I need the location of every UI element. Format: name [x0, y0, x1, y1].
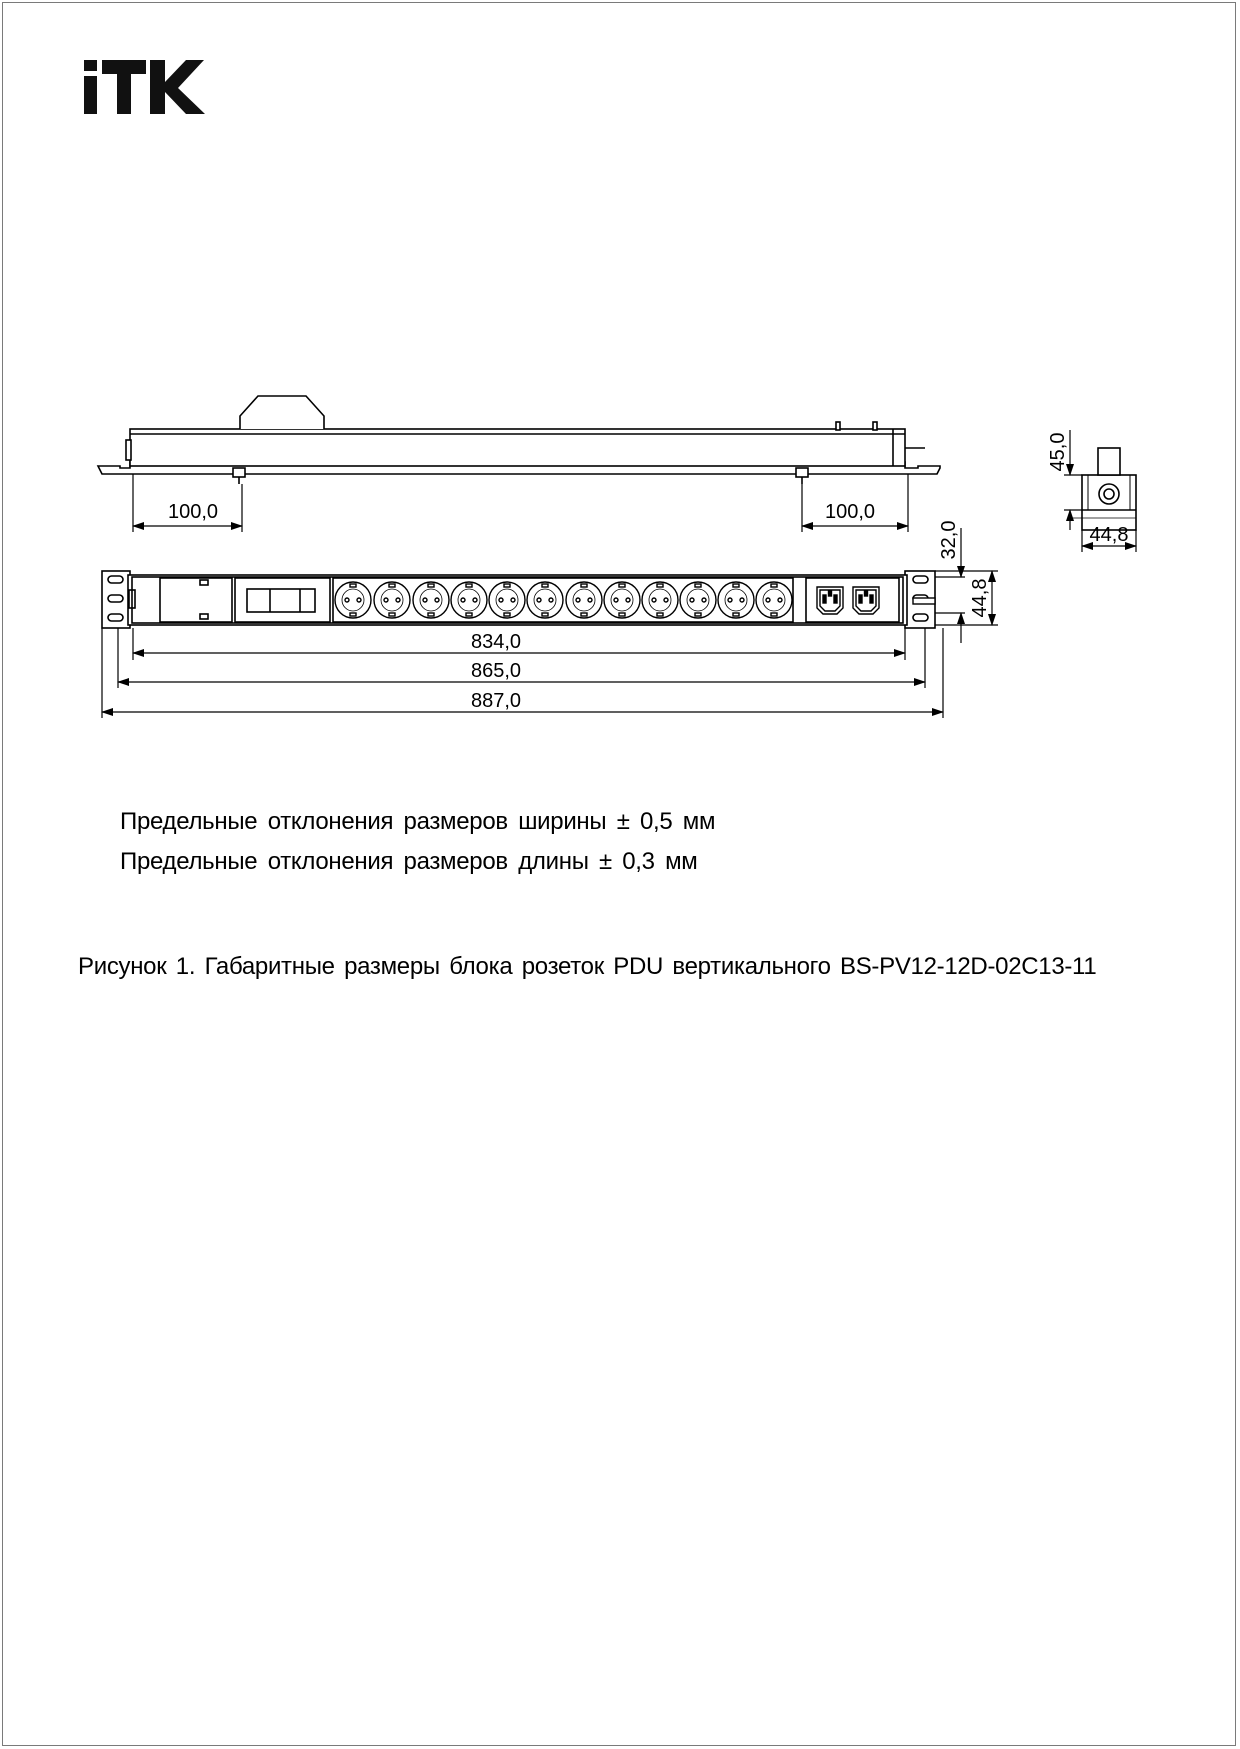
outlet-7: [566, 582, 602, 618]
dim-height-44-8: 44,8: [969, 578, 991, 618]
length-dimensions: [102, 628, 943, 718]
dim-height-32: 32,0: [938, 520, 960, 560]
dim-length-865: 865,0: [470, 660, 522, 682]
outlet-8: [604, 582, 640, 618]
outlet-11: [718, 582, 754, 618]
figure-caption: Рисунок 1. Габаритные размеры блока розеток PDU вертикального BS-PV12-12D-02C13-11: [78, 953, 1097, 980]
c13-outlet-1: [817, 587, 843, 614]
dim-side-height: 45,0: [1047, 432, 1069, 472]
outlet-9: [642, 582, 678, 618]
dim-side-width: 44,8: [1089, 524, 1129, 546]
c13-outlet-2: [853, 587, 879, 614]
dim-right-offset: 100,0: [824, 501, 876, 523]
top-view-dimensions: [133, 474, 908, 532]
outlet-4: [451, 582, 487, 618]
width-tolerance-note: Предельные отклонения размеров ширины ± 0,5 мм: [120, 808, 716, 835]
dim-length-834: 834,0: [470, 631, 522, 653]
outlet-5: [489, 582, 525, 618]
outlet-6: [527, 582, 563, 618]
outlet-2: [374, 582, 410, 618]
dim-length-887: 887,0: [470, 690, 522, 712]
outlet-10: [680, 582, 716, 618]
length-tolerance-note: Предельные отклонения размеров длины ± 0,3 мм: [120, 848, 698, 875]
outlet-1: [335, 582, 371, 618]
outlet-12: [756, 582, 792, 618]
outlet-3: [413, 582, 449, 618]
dim-left-offset: 100,0: [167, 501, 219, 523]
top-view: [98, 396, 940, 484]
